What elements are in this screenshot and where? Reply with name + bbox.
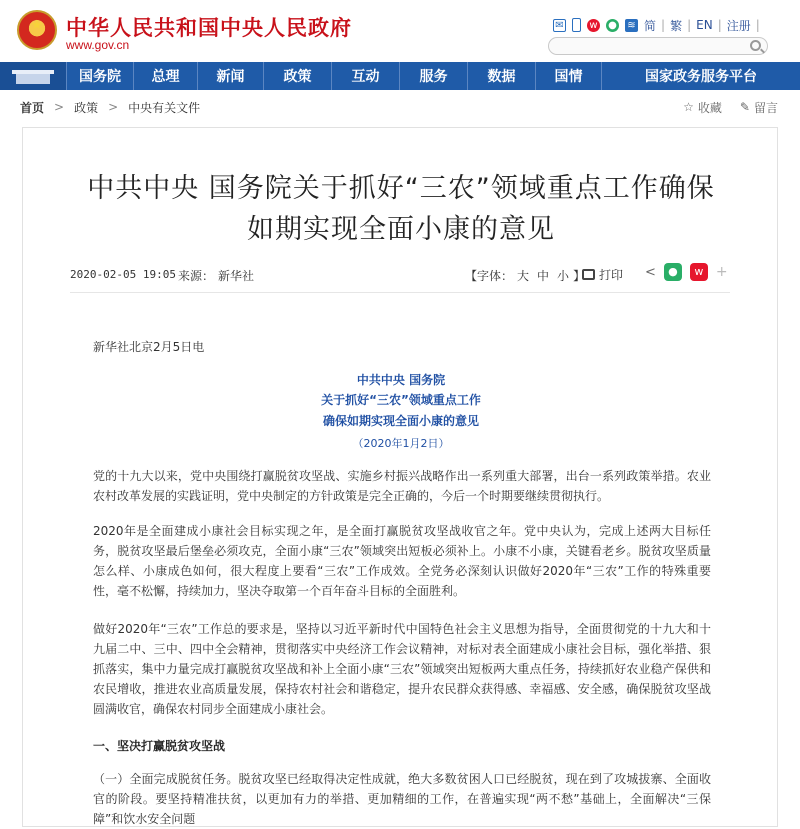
nav-item-service-platform[interactable]: 国家政务服务平台 [601, 62, 800, 90]
favorite-button[interactable] [679, 99, 722, 116]
font-size-label: 【字体： [465, 269, 514, 283]
divider: | [717, 18, 722, 32]
doc-header-date: （2020年1月2日） [352, 437, 450, 450]
favorite-label: 收藏 [697, 100, 722, 115]
weibo-share-icon[interactable]: w [690, 263, 708, 281]
font-size-control [465, 267, 585, 284]
star-icon: ☆ [683, 100, 694, 114]
breadcrumb [20, 98, 200, 116]
wechat-icon[interactable]: ● [606, 19, 619, 32]
print-button[interactable] [582, 266, 623, 283]
search-input[interactable] [548, 37, 768, 55]
weibo-icon[interactable]: w [587, 19, 600, 32]
article-panel [22, 127, 778, 827]
main-nav [0, 62, 800, 90]
source-label: 来源： [178, 269, 215, 283]
printer-icon [582, 269, 595, 280]
dateline: 新华社北京2月5日电 [93, 340, 205, 354]
site-domain: www.gov.cn [66, 38, 130, 52]
chevron-right-icon: > [108, 100, 119, 114]
nav-item-data[interactable]: 数据 [467, 62, 535, 90]
link-register[interactable]: 注册 [726, 18, 751, 33]
article-title-line-2: 如期实现全面小康的意见 [247, 214, 555, 245]
site-header [0, 0, 800, 64]
pencil-icon: ✎ [739, 100, 750, 114]
font-medium-button[interactable]: 中 [537, 269, 550, 283]
breadcrumb-policy[interactable]: 政策 [74, 100, 99, 115]
mail-icon[interactable]: ✉ [553, 19, 566, 32]
source-name: 新华社 [218, 269, 255, 283]
message-label: 留言 [753, 100, 778, 115]
national-emblem-icon[interactable]: ★ [17, 10, 57, 50]
divider: | [687, 18, 692, 32]
breadcrumb-central-documents[interactable]: 中央有关文件 [128, 100, 201, 115]
section-heading: 一、坚决打赢脱贫攻坚战 [93, 739, 226, 753]
search-icon[interactable] [750, 40, 761, 51]
share-bar [645, 263, 728, 281]
nav-item-policy[interactable]: 政策 [263, 62, 331, 90]
paragraph: 党的十九大以来，党中央围绕打赢脱贫攻坚战、实施乡村振兴战略作出一系列重大部署，出台一系列政策举措。农业农村改革发展的实践证明，党中央制定的方针政策是完全正确的，今后一个时期要继续贯彻执行。 [93, 469, 711, 503]
font-small-button[interactable]: 小 [557, 269, 570, 283]
more-share-icon[interactable]: + [715, 264, 728, 280]
breadcrumb-home[interactable]: 首页 [20, 100, 45, 115]
paragraph: 2020年是全面建成小康社会目标实现之年，是全面打赢脱贫攻坚战收官之年。党中央认为，完成上述两大目标任务，脱贫攻坚最后堡垒必须攻克，全面小康“三农”领域突出短板必须补上。小康不小康，关键看老乡。脱贫攻坚质量怎么样、小康成色如何，很大程度上要看“三农”工作成效。全党务必深刻认识做好2020年“三农”工作的特殊重要性，毫不松懈，持续加力，坚决夺取第一个百年奋斗目标的全面胜利。 [93, 524, 711, 598]
divider: | [661, 18, 666, 32]
page-actions [665, 98, 778, 116]
link-simplified[interactable]: 简 [644, 18, 657, 33]
nav-item-national-conditions[interactable]: 国情 [535, 62, 601, 90]
article-title-line-1: 中共中央 国务院关于抓好“三农”领域重点工作确保 [87, 173, 715, 204]
doc-header-title-2: 确保如期实现全面小康的意见 [322, 414, 479, 428]
nav-item-premier[interactable]: 总理 [133, 62, 197, 90]
article-meta [70, 266, 730, 284]
home-building-icon[interactable] [0, 62, 66, 90]
share-icon: < [645, 264, 656, 280]
message-button[interactable] [736, 99, 778, 116]
divider [70, 292, 730, 293]
paragraph: 做好2020年“三农”工作总的要求是，坚持以习近平新时代中国特色社会主义思想为指导，全面贯彻党的十九大和十九届二中、三中、四中全会精神，贯彻落实中央经济工作会议精神，对标对表全面建成小康社会目标，强化举措、狠抓落实，集中力量完成打赢脱贫攻坚战和补上全面小康“三农”领域突出短板两大重点任务，持续抓好农业稳产保供和农民增收，推进农业高质量发展，保持农村社会和谐稳定，提升农民群众获得感、幸福感、安全感，确保脱贫攻坚战圆满收官，确保农村同步全面建成小康社会。 [93, 622, 711, 716]
doc-header-title-1: 关于抓好“三农”领域重点工作 [321, 393, 481, 407]
nav-item-state-council[interactable]: 国务院 [66, 62, 133, 90]
site-title[interactable]: 中华人民共和国中央人民政府 [66, 16, 352, 40]
phone-icon[interactable] [572, 18, 581, 32]
link-traditional[interactable]: 繁 [670, 18, 683, 33]
nav-item-news[interactable]: 新闻 [197, 62, 263, 90]
paragraph: （一）全面完成脱贫任务。脱贫攻坚已经取得决定性成就，绝大多数贫困人口已经脱贫，现在到了攻城拔寨、全面收官的阶段。要坚持精准扶贫，以更加有力的举措、更加精细的工作，在普遍实现“两不愁”基础上，全面解决“三保障”和饮水安全问题 [93, 772, 711, 826]
publish-date: 2020-02-05 19:05 [70, 268, 176, 281]
link-english[interactable]: EN [696, 18, 713, 32]
rss-icon[interactable]: ≋ [625, 19, 638, 32]
font-large-button[interactable]: 大 [517, 269, 530, 283]
nav-item-interaction[interactable]: 互动 [331, 62, 399, 90]
print-label: 打印 [599, 268, 624, 282]
doc-header-issuer: 中共中央 国务院 [356, 373, 446, 387]
top-links [553, 16, 765, 34]
chevron-right-icon: > [54, 100, 65, 114]
divider: | [755, 18, 760, 32]
font-size-close: 】 [573, 269, 586, 283]
wechat-share-icon[interactable]: ● [664, 263, 682, 281]
nav-item-services[interactable]: 服务 [399, 62, 467, 90]
